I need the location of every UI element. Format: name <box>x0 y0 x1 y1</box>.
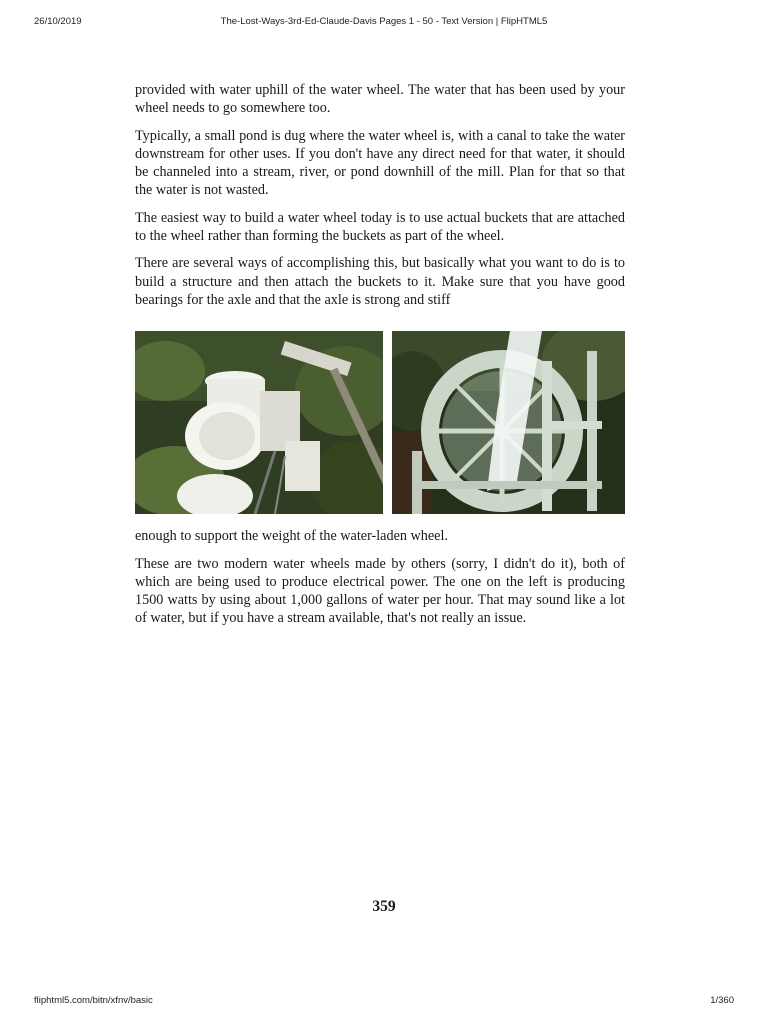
bucket-water-wheel-photo <box>135 331 383 514</box>
paragraph: The easiest way to build a water wheel today is to use actual buckets that are attached to the wheel rather than forming the buckets as part of the wheel. <box>135 209 625 245</box>
footer-url[interactable]: fliphtml5.com/bitn/xfnv/basic <box>34 995 153 1006</box>
print-date: 26/10/2019 <box>34 16 82 27</box>
footer-page-count: 1/360 <box>710 995 734 1006</box>
paragraph: Typically, a small pond is dug where the water wheel is, with a canal to take the water downstream for other uses. If you don't have any direct need for that water, it should be channeled into a stream, river, or pond downhill of the mill. Plan for that so that the water is not wasted. <box>135 127 625 199</box>
paragraph: provided with water uphill of the water wheel. The water that has been used by your wheel needs to go somewhere too. <box>135 82 625 117</box>
page-number: 359 <box>372 898 396 915</box>
document-title: The-Lost-Ways-3rd-Ed-Claude-Davis Pages 1 - 50 - Text Version | FlipHTML5 <box>220 16 548 27</box>
paragraph: There are several ways of accomplishing this, but basically what you want to do is to build a structure and then attach the buckets to it. Make sure that you have good bearings for the axle and that the axle is strong and stiff <box>135 255 625 308</box>
photo-row <box>135 331 625 515</box>
wooden-water-wheel-photo <box>392 331 625 514</box>
page-content <box>135 81 625 637</box>
paragraph: enough to support the weight of the water-laden wheel. <box>135 528 448 545</box>
paragraph: These are two modern water wheels made by others (sorry, I didn't do it), both of which are being used to produce electrical power. The one on the left is producing 1500 watts by using about 1,000 gallons of water per hour. That may sound like a lot of water, but if you have a stream available, that's not really an issue. <box>135 555 625 627</box>
